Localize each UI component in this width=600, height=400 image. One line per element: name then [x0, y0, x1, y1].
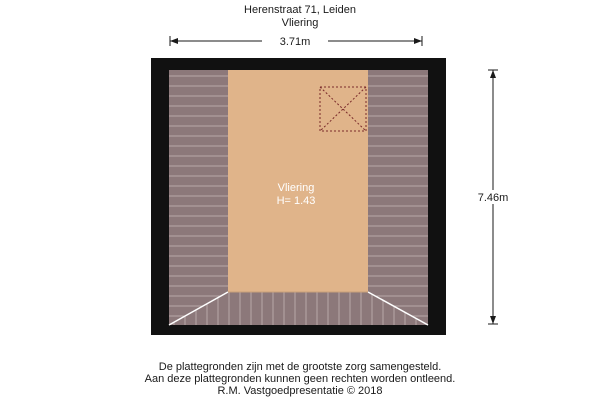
disclaimer-line-2: Aan deze plattegronden kunnen geen rechten worden ontleend.: [144, 373, 456, 385]
address-title: Herenstraat 71, Leiden: [244, 4, 356, 16]
width-dimension-label: 3.71m: [279, 36, 311, 48]
depth-dimension-label: 7.46m: [477, 192, 509, 204]
copyright-line: R.M. Vastgoedpresentatie © 2018: [217, 385, 383, 397]
room-name-label: Vliering: [277, 182, 315, 194]
floor-title: Vliering: [281, 17, 319, 29]
disclaimer-line-1: De plattegronden zijn met de grootste zorg samengesteld.: [158, 361, 442, 373]
floor-area: [228, 70, 368, 292]
room-height-label: H= 1.43: [276, 195, 316, 207]
